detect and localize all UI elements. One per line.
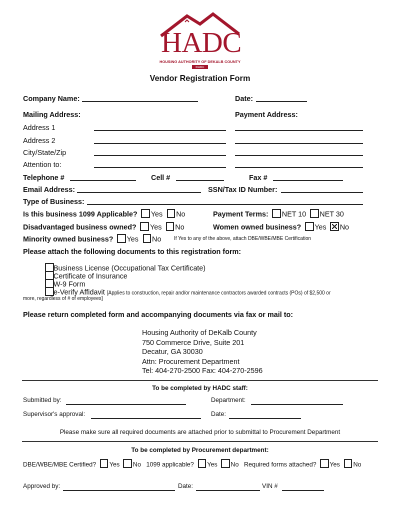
telephone-field[interactable]: [70, 180, 136, 181]
return-address-line: 750 Commerce Drive, Suite 201: [142, 337, 245, 347]
email-field[interactable]: [77, 192, 201, 193]
address1-label: Address 1: [23, 123, 56, 132]
q1099-no-checkbox[interactable]: [167, 209, 176, 218]
email-label: Email Address:: [23, 185, 76, 194]
attachment-insurance-label: Certificate of Insurance: [53, 271, 128, 281]
payment-city-field[interactable]: [235, 155, 363, 156]
divider: [22, 380, 378, 381]
disadvantaged-yes-checkbox[interactable]: [140, 222, 149, 231]
city-state-zip-label: City/State/Zip: [23, 148, 67, 157]
return-address: [142, 328, 263, 376]
ssn-tax-field[interactable]: [281, 192, 363, 193]
cell-field[interactable]: [176, 180, 224, 181]
supervisor-label: Supervisor's approval:: [23, 411, 86, 418]
vin-field[interactable]: [282, 490, 324, 491]
women-row: [213, 222, 349, 232]
date-field[interactable]: [256, 101, 307, 102]
disadvantaged-label: Disadvantaged business owned?: [23, 222, 137, 232]
return-address-line: Housing Authority of DeKalb County: [142, 328, 257, 337]
department-field[interactable]: [251, 404, 343, 405]
attention-to-label: Attention to:: [23, 160, 62, 169]
payment-address1-field[interactable]: [235, 130, 363, 131]
procurement-date-label: Date:: [178, 483, 194, 490]
department-label: Department:: [211, 397, 246, 404]
cell-label: Cell #: [151, 173, 171, 182]
dbe-yes-checkbox[interactable]: [100, 459, 109, 468]
date-label: Date:: [235, 94, 253, 103]
staff-date-field[interactable]: [229, 418, 301, 419]
q1099-row: [23, 209, 185, 219]
attachments-heading: Please attach the following documents to this registration form:: [23, 247, 242, 256]
mailing-city-field[interactable]: [94, 155, 226, 156]
applicable-1099-no-checkbox[interactable]: [221, 459, 230, 468]
mailing-attention-field[interactable]: [94, 167, 226, 168]
return-address-line: Decatur, GA 30030: [142, 347, 203, 356]
q1099-no-label: No: [176, 209, 186, 219]
required-forms-yes-label: Yes: [329, 461, 340, 469]
dbe-yes-label: Yes: [109, 461, 120, 469]
dbe-certified-label: DBE/WBE/MBE Certified?: [23, 461, 97, 469]
women-yes-label: Yes: [314, 222, 327, 232]
minority-no-checkbox[interactable]: [143, 234, 152, 243]
mailing-address2-field[interactable]: [94, 143, 226, 144]
required-forms-yes-checkbox[interactable]: [320, 459, 329, 468]
minority-note: If Yes to any of the above, attach DBE/WBE/MBE Certification: [174, 236, 312, 242]
vin-label: VIN #: [262, 483, 278, 490]
submitted-by-field[interactable]: [66, 404, 186, 405]
net10-checkbox[interactable]: [272, 209, 281, 218]
net30-checkbox[interactable]: [310, 209, 319, 218]
minority-no-label: No: [152, 234, 162, 244]
attachment-everify-label: e-Verify Affidavit: [53, 287, 105, 297]
approved-by-label: Approved by:: [23, 483, 61, 490]
company-name-field[interactable]: [82, 101, 198, 102]
dbe-no-label: No: [132, 461, 141, 469]
divider: [22, 441, 378, 442]
required-forms-label: Required forms attached?: [243, 461, 317, 469]
women-yes-checkbox[interactable]: [305, 222, 314, 231]
disadvantaged-yes-label: Yes: [149, 222, 162, 232]
procurement-checks-row: [23, 459, 361, 469]
staff-heading: To be completed by HADC staff:: [152, 385, 248, 392]
women-label: Women owned business?: [213, 222, 302, 232]
logo-subtitle: HOUSING AUTHORITY OF DEKALB COUNTY: [159, 60, 241, 64]
disadvantaged-no-checkbox[interactable]: [166, 222, 175, 231]
minority-row: [23, 234, 161, 244]
women-no-label: No: [339, 222, 350, 232]
fax-field[interactable]: [273, 180, 343, 181]
net10-label: NET 10: [281, 209, 307, 219]
payment-attention-field[interactable]: [235, 167, 363, 168]
staff-date-label: Date:: [211, 411, 227, 418]
applicable-1099-no-label: No: [230, 461, 239, 469]
q1099-label: Is this business 1099 Applicable?: [23, 209, 138, 219]
women-no-checkbox[interactable]: [330, 222, 339, 231]
payment-terms-row: [213, 209, 344, 219]
return-heading: Please return completed form and accompanying documents via fax or mail to:: [23, 310, 293, 319]
business-type-label: Type of Business:: [23, 197, 85, 206]
q1099-yes-checkbox[interactable]: [141, 209, 150, 218]
attachment-w9-label: W-9 Form: [53, 279, 86, 289]
mailing-address-label: Mailing Address:: [23, 110, 81, 119]
submitted-by-label: Submitted by:: [23, 397, 62, 404]
payment-terms-label: Payment Terms:: [213, 209, 269, 219]
telephone-label: Telephone #: [23, 173, 65, 182]
form-title: Vendor Registration Form: [149, 74, 251, 83]
applicable-1099-yes-label: Yes: [207, 461, 218, 469]
minority-label: Minority owned business?: [23, 234, 114, 244]
attachment-business-license-label: Business License (Occupational Tax Certificate): [53, 263, 206, 273]
return-address-line: Attn: Procurement Department: [142, 356, 240, 366]
procurement-heading: To be completed by Procurement department:: [131, 447, 269, 454]
hadc-logo: [157, 10, 243, 70]
q1099-yes-label: Yes: [150, 209, 163, 219]
attachment-everify-checkbox[interactable]: [45, 287, 54, 296]
approved-by-field[interactable]: [63, 490, 175, 491]
applicable-1099-yes-checkbox[interactable]: [198, 459, 207, 468]
payment-address-label: Payment Address:: [235, 110, 298, 119]
disadvantaged-row: [23, 222, 184, 232]
disadvantaged-no-label: No: [175, 222, 185, 232]
procurement-date-field[interactable]: [196, 490, 260, 491]
company-name-label: Company Name:: [23, 94, 80, 103]
required-forms-no-checkbox[interactable]: [344, 459, 353, 468]
mailing-address1-field[interactable]: [94, 130, 226, 131]
fax-label: Fax #: [249, 173, 268, 182]
everify-note-continued: more, regardless of # of employees]: [23, 296, 103, 302]
net30-label: NET 30: [319, 209, 344, 219]
logo-text: HADC: [161, 27, 242, 59]
required-forms-no-label: No: [353, 461, 362, 469]
supervisor-field[interactable]: [91, 418, 201, 419]
staff-note: Please make sure all required documents are attached prior to submittal to Procurement Department: [59, 429, 341, 436]
address2-label: Address 2: [23, 136, 56, 145]
return-address-line: Tel: 404-270-2500 Fax: 404-270-2596: [142, 366, 263, 375]
dbe-no-checkbox[interactable]: [123, 459, 132, 468]
minority-yes-label: Yes: [126, 234, 139, 244]
logo-tag: DHDC: [192, 65, 208, 69]
payment-address2-field[interactable]: [235, 143, 363, 144]
applicable-1099-label: 1099 applicable?: [146, 461, 194, 469]
business-type-field[interactable]: [87, 204, 363, 205]
minority-yes-checkbox[interactable]: [117, 234, 126, 243]
everify-note: [Applies to construction, repair and/or maintenance contractors awarded contracts (POs) of $2,500 or: [106, 290, 331, 297]
ssn-tax-label: SSN/Tax ID Number:: [208, 185, 278, 194]
